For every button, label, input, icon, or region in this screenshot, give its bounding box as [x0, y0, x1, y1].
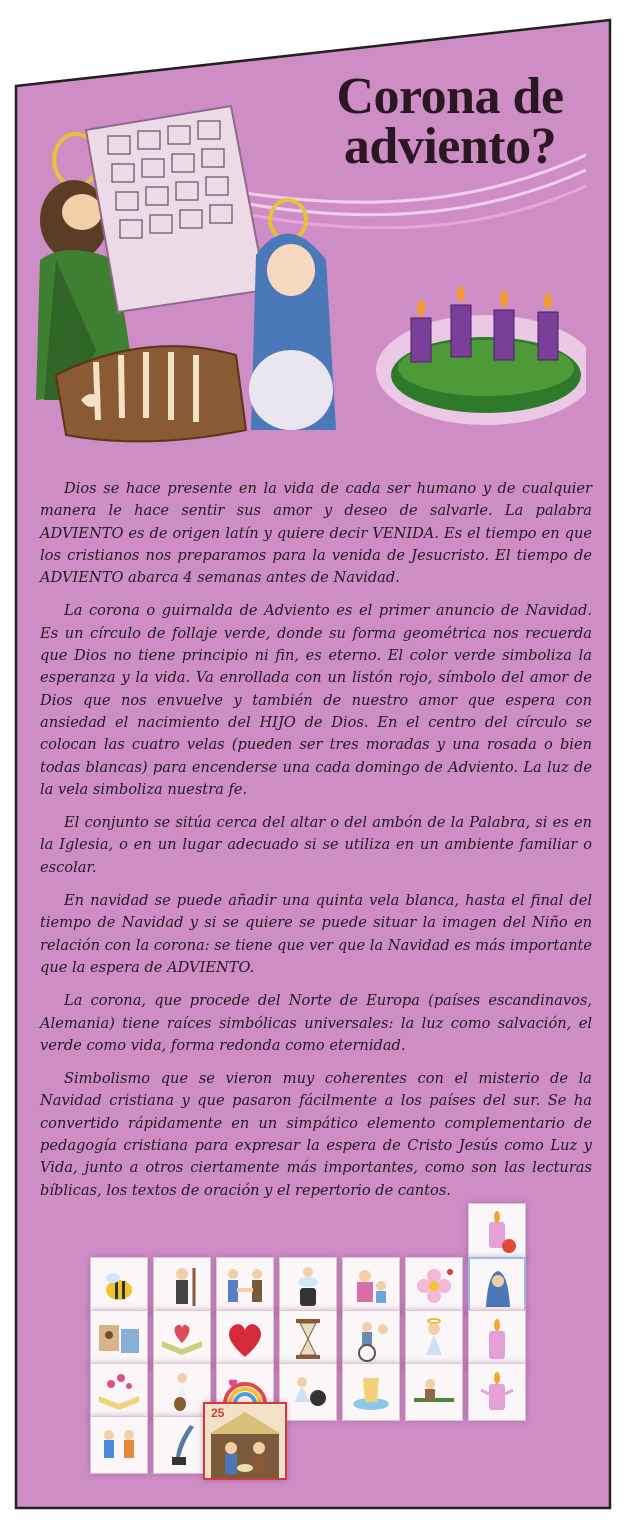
- handshake-icon: [217, 1258, 273, 1314]
- calendar-tile: [216, 1257, 274, 1315]
- paragraph-4: En navidad se puede añadir una quinta vela blanca, hasta el final del tiempo de Navidad y si se quiere se puede situar la imagen del Niño en relación con la corona: se tiene que ver que la Navidad es más importante que la espera de ADVIENTO.: [40, 892, 592, 976]
- paragraph-3: El conjunto se sitúa cerca del altar o del ambón de la Palabra, si es en la Iglesia, o en un lugar adecuado si se utiliza en un ambiente familiar o escolar.: [40, 814, 592, 876]
- candle-icon: [469, 1311, 525, 1367]
- calendar-tile: [153, 1257, 211, 1315]
- calendar-tile: [468, 1310, 526, 1368]
- mother-child-icon: [343, 1258, 399, 1314]
- hearts-book-icon: [91, 1364, 147, 1420]
- calendar-tile: [153, 1310, 211, 1368]
- heart-icon: [217, 1311, 273, 1367]
- old-man-bench-icon: [406, 1364, 462, 1420]
- angel-guitar-icon: [154, 1364, 210, 1420]
- title-line-2: adviento?: [343, 118, 557, 175]
- calendar-tile: [216, 1310, 274, 1368]
- calendar-tile: [405, 1257, 463, 1315]
- flower-icon: [406, 1258, 462, 1314]
- calendar-tile: [90, 1310, 148, 1368]
- calendar-tile: [405, 1363, 463, 1421]
- calendar-tile: [279, 1310, 337, 1368]
- calendar-tile: [90, 1363, 148, 1421]
- bee-icon: [91, 1258, 147, 1314]
- quill-pen-icon: [154, 1417, 210, 1473]
- calendar-tile: [468, 1257, 526, 1315]
- angel-icon: [406, 1311, 462, 1367]
- candle-arms-icon: [469, 1364, 525, 1420]
- calendar-tile: [342, 1310, 400, 1368]
- priest-icon: [154, 1258, 210, 1314]
- water-jar-icon: [343, 1364, 399, 1420]
- calendar-board: [86, 106, 266, 312]
- swoosh-lines: [226, 155, 586, 228]
- paragraph-6: Simbolismo que se vieron muy coherentes con el misterio de la Navidad cristiana y que pasaron fácilmente a los países del sur. Se ha convertido rápidamente en un simpático elemento complementario de pedagogía cristiana para expresar la espera de Cristo Jesús como Luz y Vida, junto a otros ciertamente más importantes, como son las lecturas bíblicas, los textos de oración y el repertorio de cantos.: [40, 1070, 592, 1199]
- final-day-number: 25: [211, 1406, 225, 1420]
- title-line-1: Corona de: [336, 68, 564, 125]
- angel-pot-icon: [280, 1258, 336, 1314]
- calendar-tile: [279, 1257, 337, 1315]
- angel-moon-icon: [280, 1364, 336, 1420]
- illustration: [26, 100, 586, 460]
- heart-book-icon: [154, 1311, 210, 1367]
- hourglass-icon: [280, 1311, 336, 1367]
- mary-figure: [249, 200, 336, 430]
- calendar-tile: [468, 1203, 526, 1261]
- calendar-tile: [90, 1416, 148, 1474]
- calendar-tile-final: [203, 1402, 287, 1480]
- praying-mary-icon: [470, 1259, 526, 1315]
- children-icon: [91, 1417, 147, 1473]
- calendar-tile: [342, 1363, 400, 1421]
- paragraph-2: La corona o guirnalda de Adviento es el primer anuncio de Navidad. Es un círculo de follaje verde, donde su forma geométrica nos recuerda que Dios no tiene principio ni fin, es eterno. El color verde simboliza la esperanza y la vida. Va enrollada con un listón rojo, símbolo del amor de Dios que nos envuelve y también de nuestro amor que espera con ansiedad el nacimiento del HIJO de Dios. En el centro del círculo se colocan las cuatro velas (pueden ser tres moradas y una rosada o bien todas blancas) para encenderse una cada domingo de Adviento. La luz de la vela simboliza nuestra fe.: [40, 602, 592, 798]
- calendar-tile: [342, 1257, 400, 1315]
- family-photo-icon: [91, 1311, 147, 1367]
- wheelchair-icon: [343, 1311, 399, 1367]
- body-text: [40, 478, 592, 1213]
- calendar-tile: [90, 1257, 148, 1315]
- candle-clock-icon: [469, 1204, 525, 1260]
- calendar-tile: [468, 1363, 526, 1421]
- paragraph-1: Dios se hace presente en la vida de cada ser humano y de cualquier manera le hace sentir sus amor y deseo de salvarle. La palabra ADVIENTO es de origen latín y quiere decir VENIDA. Es el tiempo en que los cristianos nos preparamos para la venida de Jesucristo. El tiempo de ADVIENTO abarca 4 semanas antes de Navidad.: [40, 480, 592, 587]
- calendar-tile: [279, 1363, 337, 1421]
- advent-wreath: [376, 286, 586, 425]
- paragraph-5: La corona, que procede del Norte de Europa (países escandinavos, Alemania) tiene raíces simbólicas universales: la luz como salvación, el verde como vida, forma redonda como eternidad.: [40, 992, 592, 1054]
- calendar-tile: [405, 1310, 463, 1368]
